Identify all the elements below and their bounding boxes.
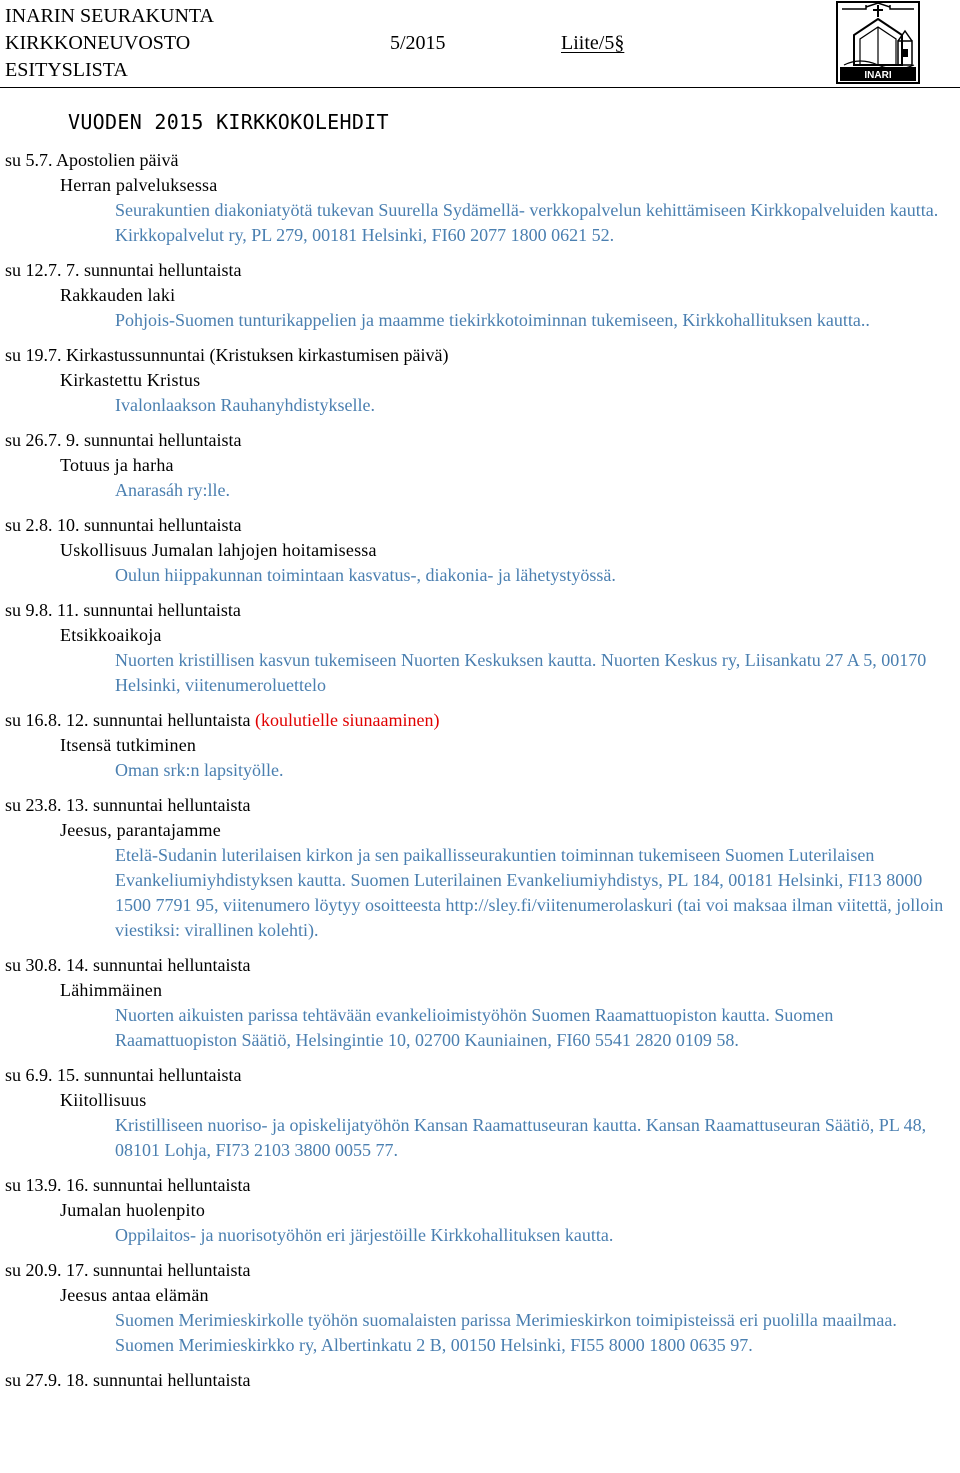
council-name: KIRKKONEUVOSTO (5, 32, 191, 54)
entry-date: su 12.7. 7. sunnuntai helluntaista (5, 260, 242, 280)
list-item (5, 513, 955, 588)
entry-recipient: Pohjois-Suomen tunturikappelien ja maamme tiekirkkotoiminnan tukemiseen, Kirkkohallituksen kautta.. (115, 310, 870, 330)
entry-recipient: Nuorten aikuisten parissa tehtävään evankelioimistyöhön Suomen Raamattuopiston kautta. Suomen Raamattuopiston Säätiö, Helsingintie 10, 02700 Kauniainen, FI60 5541 2820 0109 58. (115, 1005, 834, 1050)
entry-theme: Itsensä tutkiminen (60, 735, 197, 755)
page-title: VUODEN 2015 KIRKKOKOLEHDIT (68, 110, 389, 134)
list-item (5, 1063, 955, 1163)
entry-recipient: Anarasáh ry:lle. (115, 480, 230, 500)
entry-theme: Etsikkoaikoja (60, 625, 162, 645)
list-item (5, 793, 955, 943)
entry-date: su 9.8. 11. sunnuntai helluntaista (5, 600, 241, 620)
list-item (5, 1258, 955, 1358)
entry-date: su 5.7. Apostolien päivä (5, 150, 179, 170)
logo-text: INARI (864, 70, 892, 81)
list-item (5, 258, 955, 333)
entry-date: su 26.7. 9. sunnuntai helluntaista (5, 430, 242, 450)
entry-theme: Rakkauden laki (60, 285, 176, 305)
entry-date: su 2.8. 10. sunnuntai helluntaista (5, 515, 242, 535)
entry-date: su 16.8. 12. sunnuntai helluntaista (5, 710, 251, 730)
entry-date: su 30.8. 14. sunnuntai helluntaista (5, 955, 251, 975)
entry-theme: Jeesus antaa elämän (60, 1285, 209, 1305)
document-header (5, 3, 624, 84)
entry-recipient: Oman srk:n lapsityölle. (115, 760, 284, 780)
entry-theme: Lähimmäinen (60, 980, 163, 1000)
entry-theme: Kiitollisuus (60, 1090, 147, 1110)
entry-theme: Herran palveluksessa (60, 175, 218, 195)
entry-theme: Totuus ja harha (60, 455, 174, 475)
entry-theme: Uskollisuus Jumalan lahjojen hoitamisessa (60, 540, 377, 560)
list-item (5, 953, 955, 1053)
appendix-number: Liite/5§ (561, 32, 625, 54)
meeting-number: 5/2015 (390, 32, 446, 54)
list-item (5, 1173, 955, 1248)
entry-theme: Jeesus, parantajamme (60, 820, 221, 840)
entry-date: su 23.8. 13. sunnuntai helluntaista (5, 795, 251, 815)
entry-recipient: Oppilaitos- ja nuorisotyöhön eri järjestöille Kirkkohallituksen kautta. (115, 1225, 614, 1245)
entry-date: su 20.9. 17. sunnuntai helluntaista (5, 1260, 251, 1280)
entry-theme: Kirkastettu Kristus (60, 370, 201, 390)
list-item (5, 1368, 955, 1393)
entry-date-line (5, 708, 955, 733)
list-item (5, 598, 955, 698)
entry-recipient: Oulun hiippakunnan toimintaan kasvatus-, diakonia- ja lähetystyössä. (115, 565, 616, 585)
entry-date: su 27.9. 18. sunnuntai helluntaista (5, 1370, 251, 1390)
entry-recipient: Nuorten kristillisen kasvun tukemiseen Nuorten Keskuksen kautta. Nuorten Keskus ry, Liisankatu 27 A 5, 00170 Helsinki, viitenumeroluettelo (115, 650, 927, 695)
entry-date: su 6.9. 15. sunnuntai helluntaista (5, 1065, 242, 1085)
parish-logo-icon (836, 1, 920, 84)
entry-recipient: Kristilliseen nuoriso- ja opiskelijatyöhön Kansan Raamattuseuran kautta. Kansan Raamattuseuran Säätiö, PL 48, 08101 Lohja, FI73 2103 3800 0055 77. (115, 1115, 927, 1160)
entry-date-extra: (koulutielle siunaaminen) (254, 710, 440, 730)
agenda-label: ESITYSLISTA (5, 59, 128, 81)
entry-date: su 19.7. Kirkastussunnuntai (Kristuksen kirkastumisen päivä) (5, 345, 449, 365)
list-item (5, 343, 955, 418)
parish-name: INARIN SEURAKUNTA (5, 5, 214, 27)
entry-recipient: Suomen Merimieskirkolle työhön suomalaisten parissa Merimieskirkon toimipisteissä eri puolilla maailmaa. Suomen Merimieskirkko ry, Albertinkatu 2 B, 00150 Helsinki, FI55 8000 1800 0635 97. (115, 1310, 897, 1355)
entry-recipient: Etelä-Sudanin luterilaisen kirkon ja sen paikallisseurakuntien toiminnan tukemiseen Suomen Luterilaisen Evankeliumiyhdistyksen kautta. Suomen Luterilainen Evankeliumiyhdistys, PL 184, 00181 Helsinki, FI13 8000 1500 7791 95, viitenumero löytyy osoitteesta http://sley.fi/viitenumerolaskuri (tai voi maksaa ilman viitettä, jolloin viestiksi: virallinen kolehti). (115, 845, 944, 940)
entry-date: su 13.9. 16. sunnuntai helluntaista (5, 1175, 251, 1195)
entry-recipient: Ivalonlaakson Rauhanyhdistykselle. (115, 395, 375, 415)
list-item (5, 148, 955, 248)
header-divider (0, 87, 960, 88)
entry-theme: Jumalan huolenpito (60, 1200, 206, 1220)
collection-list (5, 148, 955, 1403)
entry-recipient: Seurakuntien diakoniatyötä tukevan Suurella Sydämellä- verkkopalvelun kehittämiseen Kirkkopalveluiden kautta. Kirkkopalvelut ry, PL 279, 00181 Helsinki, FI60 2077 1800 0621 52. (115, 200, 939, 245)
list-item (5, 428, 955, 503)
list-item (5, 708, 955, 783)
